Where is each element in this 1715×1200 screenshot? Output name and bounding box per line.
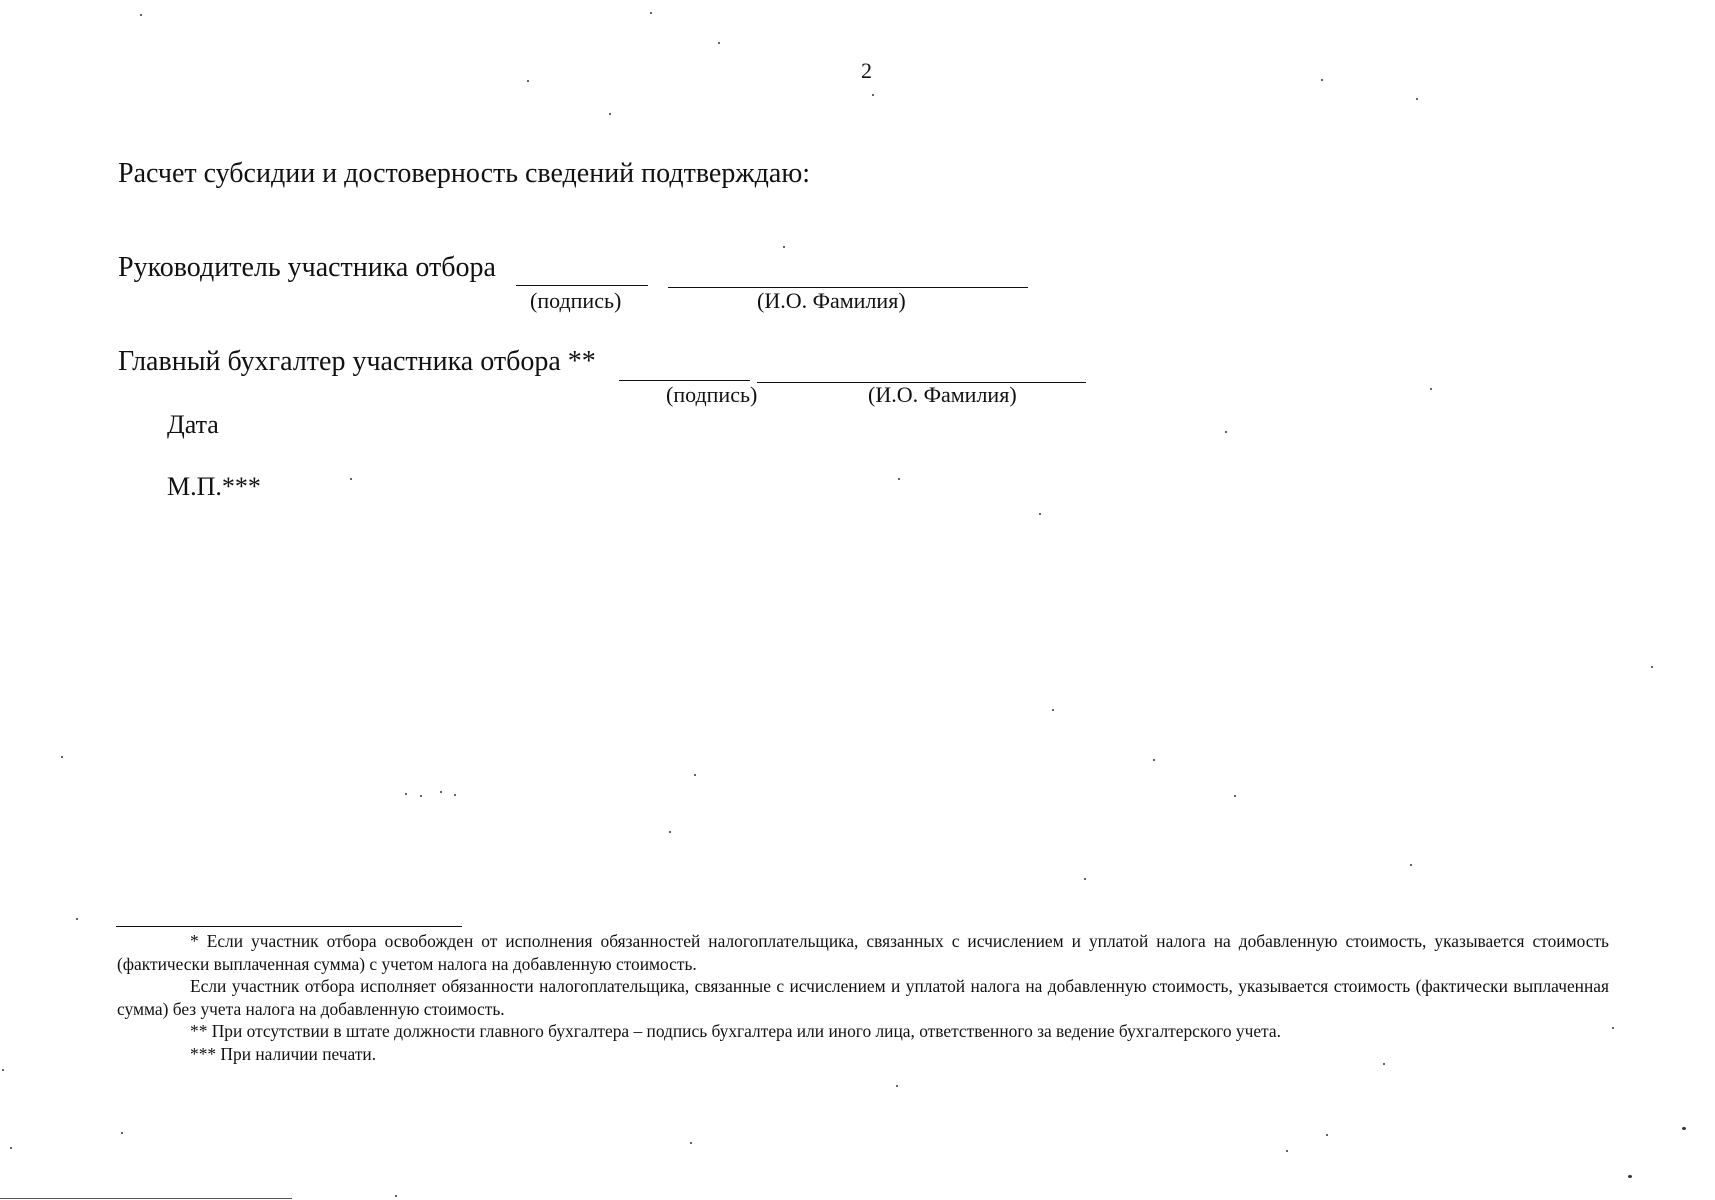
scan-speck [420, 795, 422, 797]
signature-caption: (подпись) [666, 382, 758, 407]
scan-speck [1153, 759, 1155, 761]
confirmation-statement: Расчет субсидии и достоверность сведений подтверждаю: [118, 158, 811, 189]
footnotes [117, 930, 1609, 1065]
scan-speck [1430, 388, 1432, 390]
scan-speck [650, 12, 652, 14]
scan-speck [872, 94, 874, 96]
page-number: 2 [861, 58, 872, 83]
scan-speck [609, 113, 611, 115]
scan-speck [694, 774, 696, 776]
scan-speck [395, 1195, 397, 1197]
scan-speck [1383, 1063, 1385, 1065]
scan-speck [61, 756, 63, 758]
scan-speck [1651, 666, 1653, 668]
footnote-separator [116, 926, 462, 927]
scan-speck [669, 831, 671, 833]
scan-speck [1628, 1175, 1632, 1178]
scan-speck [76, 918, 78, 920]
scan-speck [1225, 431, 1227, 433]
scan-speck [783, 246, 785, 248]
scan-speck [1039, 513, 1041, 515]
scan-speck [1416, 98, 1418, 100]
signature-line [516, 285, 648, 286]
signature-role-label: Главный бухгалтер участника отбора ** [118, 346, 596, 377]
scan-speck [898, 478, 900, 480]
scan-speck [121, 1132, 123, 1134]
scan-speck [440, 791, 442, 793]
footnote-vat-payer: Если участник отбора исполняет обязанности налогоплательщика, связанные с исчислением и уплатой налога на добавленную стоимость, указывается стоимость (фактически выплаченная сумма) без учета налога на добавленную стоимость. [117, 976, 1609, 1019]
name-caption: (И.О. Фамилия) [868, 382, 1017, 407]
scan-speck [690, 1142, 692, 1144]
scan-speck [1286, 1150, 1288, 1152]
scan-speck [10, 1147, 12, 1149]
signature-role-label: Руководитель участника отбора [118, 252, 496, 283]
scan-edge-line [0, 1198, 292, 1199]
scan-speck [1682, 1127, 1686, 1130]
scan-speck [140, 14, 142, 16]
scan-speck [1410, 864, 1412, 866]
scan-speck [1052, 709, 1054, 711]
scan-speck [454, 794, 456, 796]
scan-speck [527, 80, 529, 82]
scan-speck [1234, 795, 1236, 797]
scan-speck [1084, 878, 1086, 880]
footnote-vat-exempt: * Если участник отбора освобожден от исполнения обязанностей налогоплательщика, связанных с исчислением и уплатой налога на добавленную стоимость, указывается стоимость (фактически выплаченная сумма) с учетом налога на добавленную стоимость. [117, 931, 1609, 974]
scan-speck [405, 793, 407, 795]
scan-speck [350, 478, 352, 480]
stamp-label: М.П.*** [167, 472, 261, 501]
scan-speck [718, 42, 720, 44]
name-caption: (И.О. Фамилия) [757, 288, 906, 313]
scan-speck [1326, 1134, 1328, 1136]
scan-speck [1321, 79, 1323, 81]
scan-speck [2, 1069, 4, 1071]
scan-speck [1612, 1027, 1614, 1029]
scan-speck [896, 1085, 898, 1087]
signature-line [619, 380, 750, 381]
signature-caption: (подпись) [530, 288, 622, 313]
date-label: Дата [167, 410, 219, 439]
footnote-stamp: *** При наличии печати. [190, 1043, 377, 1064]
footnote-accountant: ** При отсутствии в штате должности главного бухгалтера – подпись бухгалтера или иного лица, ответственного за ведение бухгалтерского учета. [190, 1021, 1281, 1041]
